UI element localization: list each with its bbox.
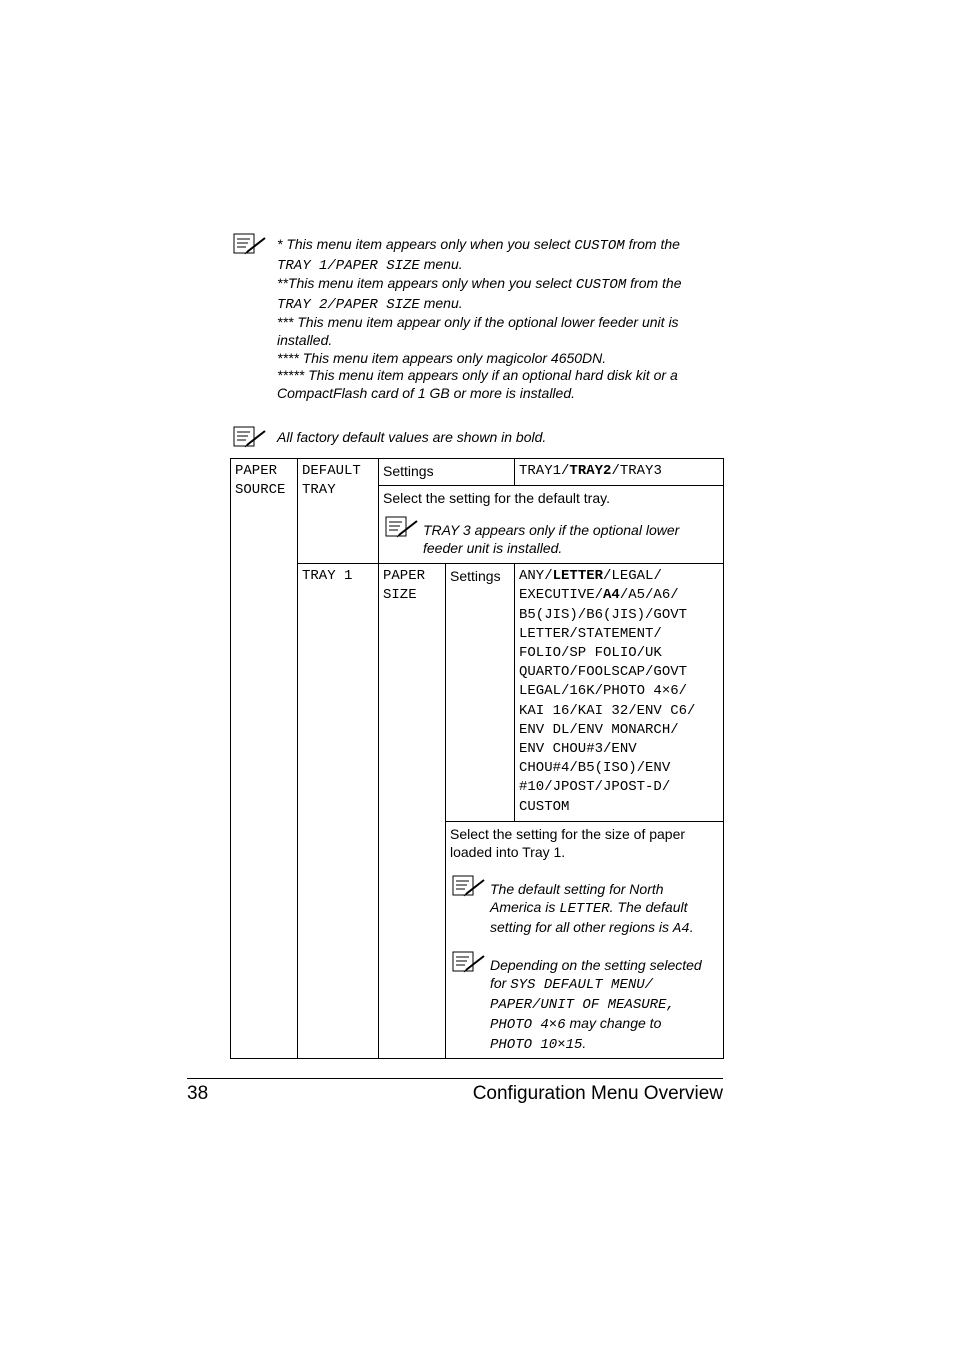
option-value: ANY/ — [519, 568, 553, 585]
option-value-default: A4 — [603, 587, 620, 604]
settings-label: Settings — [383, 463, 434, 479]
note-text: setting for all other regions is — [490, 918, 673, 935]
menu-table — [230, 458, 724, 1059]
note-text: **This menu item appears only when you select — [277, 275, 576, 292]
description-text: Select the setting for the size of paper — [450, 825, 686, 842]
note-text: . — [689, 918, 694, 935]
note-text: ***** This menu item appears only if an optional hard disk kit or a — [277, 367, 678, 384]
option-value: CHOU#4/B5(ISO)/ENV — [519, 760, 671, 777]
menu-label: TRAY — [302, 482, 336, 499]
table-row — [231, 459, 724, 486]
note-text: menu. — [419, 294, 463, 311]
description-text: Select the setting for the default tray. — [383, 490, 610, 507]
option-value: B5(JIS)/B6(JIS)/GOVT — [519, 606, 688, 623]
note-text: **** This menu item appears only magicolor 4650DN. — [277, 349, 607, 366]
note-text: for — [490, 974, 511, 991]
table-row — [231, 564, 724, 822]
option-value: #10/JPOST/JPOST-D/ — [519, 779, 671, 796]
option-value: LETTER/STATEMENT/ — [519, 625, 662, 642]
menu-label: SIZE — [383, 587, 417, 604]
note-pencil-icon — [233, 425, 267, 449]
note-custom-items — [233, 236, 713, 402]
menu-label: SOURCE — [235, 482, 286, 499]
note-photo-size — [450, 956, 719, 1054]
note-text: PHOTO 10×15 — [490, 1036, 583, 1053]
note-text: *** This menu item appear only if the optional lower feeder unit is — [277, 314, 679, 331]
note-text: * This menu item appears only when you select — [277, 236, 575, 252]
option-value: LEGAL/16K/PHOTO 4×6/ — [519, 683, 688, 700]
note-text: TRAY 3 appears only if the optional lower — [423, 522, 680, 539]
note-text: All factory default values are shown in bold. — [277, 429, 547, 445]
settings-label: Settings — [450, 568, 501, 585]
paper-size-description — [446, 821, 724, 1058]
description-text: loaded into Tray 1. — [450, 843, 566, 860]
menu-label: PAPER — [383, 568, 426, 585]
option-value-default: TRAY2 — [569, 463, 612, 479]
page-section-title: Configuration Menu Overview — [472, 1083, 723, 1104]
note-text: TRAY 1/PAPER SIZE — [277, 257, 420, 274]
note-bold-defaults — [233, 429, 713, 447]
note-text: TRAY 2/PAPER SIZE — [277, 296, 420, 313]
note-text: America is — [490, 898, 560, 915]
note-text: . The default — [609, 898, 688, 915]
menu-label: PAPER — [235, 463, 278, 479]
default-tray-values — [515, 459, 724, 486]
note-text: may change to — [565, 1014, 662, 1031]
menu-label: DEFAULT — [302, 463, 361, 479]
option-value: CUSTOM — [519, 798, 570, 815]
note-default-paper — [450, 880, 719, 938]
note-text: SYS DEFAULT MENU/ — [510, 976, 654, 993]
option-value: /TRAY3 — [611, 463, 662, 479]
note-text: PAPER/UNIT OF MEASURE, — [490, 996, 675, 1013]
note-text: feeder unit is installed. — [423, 540, 563, 557]
settings-label-cell — [446, 564, 515, 822]
default-tray-description — [379, 486, 724, 564]
note-text: A4 — [672, 920, 690, 937]
option-value: TRAY1/ — [519, 463, 570, 479]
note-text: The default setting for North — [490, 880, 664, 897]
option-value: ENV CHOU#3/ENV — [519, 741, 637, 758]
settings-label-cell — [379, 459, 515, 486]
note-text: from the — [626, 275, 682, 292]
option-value: QUARTO/FOOLSCAP/GOVT — [519, 664, 688, 681]
note-text: from the — [624, 236, 680, 252]
note-text: menu. — [419, 255, 463, 272]
note-text: PHOTO 4×6 — [490, 1016, 566, 1033]
option-value: FOLIO/SP FOLIO/UK — [519, 645, 662, 662]
option-value: ENV DL/ENV MONARCH/ — [519, 721, 679, 738]
note-text: CUSTOM — [574, 238, 625, 254]
note-text: . — [582, 1034, 587, 1051]
note-text: LETTER — [559, 900, 610, 917]
menu-cell-tray1 — [298, 564, 379, 1059]
page-number: 38 — [187, 1083, 209, 1104]
menu-cell-paper-size — [379, 564, 446, 1059]
option-value: /A5/A6/ — [619, 587, 679, 604]
note-text: Depending on the setting selected — [490, 956, 702, 973]
note-text: installed. — [277, 331, 333, 348]
note-pencil-icon — [385, 515, 419, 539]
option-value: KAI 16/KAI 32/ENV C6/ — [519, 702, 696, 719]
option-value-default: LETTER — [552, 568, 604, 585]
note-text: CUSTOM — [575, 277, 627, 294]
menu-cell-default-tray — [298, 459, 379, 564]
option-value: /LEGAL/ — [603, 568, 662, 585]
paper-size-values — [515, 564, 724, 822]
note-pencil-icon — [452, 950, 486, 974]
option-value: EXECUTIVE/ — [519, 587, 604, 604]
note-pencil-icon — [452, 874, 486, 898]
note-pencil-icon — [233, 232, 267, 256]
menu-label: TRAY 1 — [302, 568, 353, 585]
footer-divider — [187, 1078, 723, 1079]
note-text: CompactFlash card of 1 GB or more is installed. — [277, 384, 576, 401]
menu-cell-paper-source — [231, 459, 298, 1059]
note-tray3 — [383, 521, 719, 557]
